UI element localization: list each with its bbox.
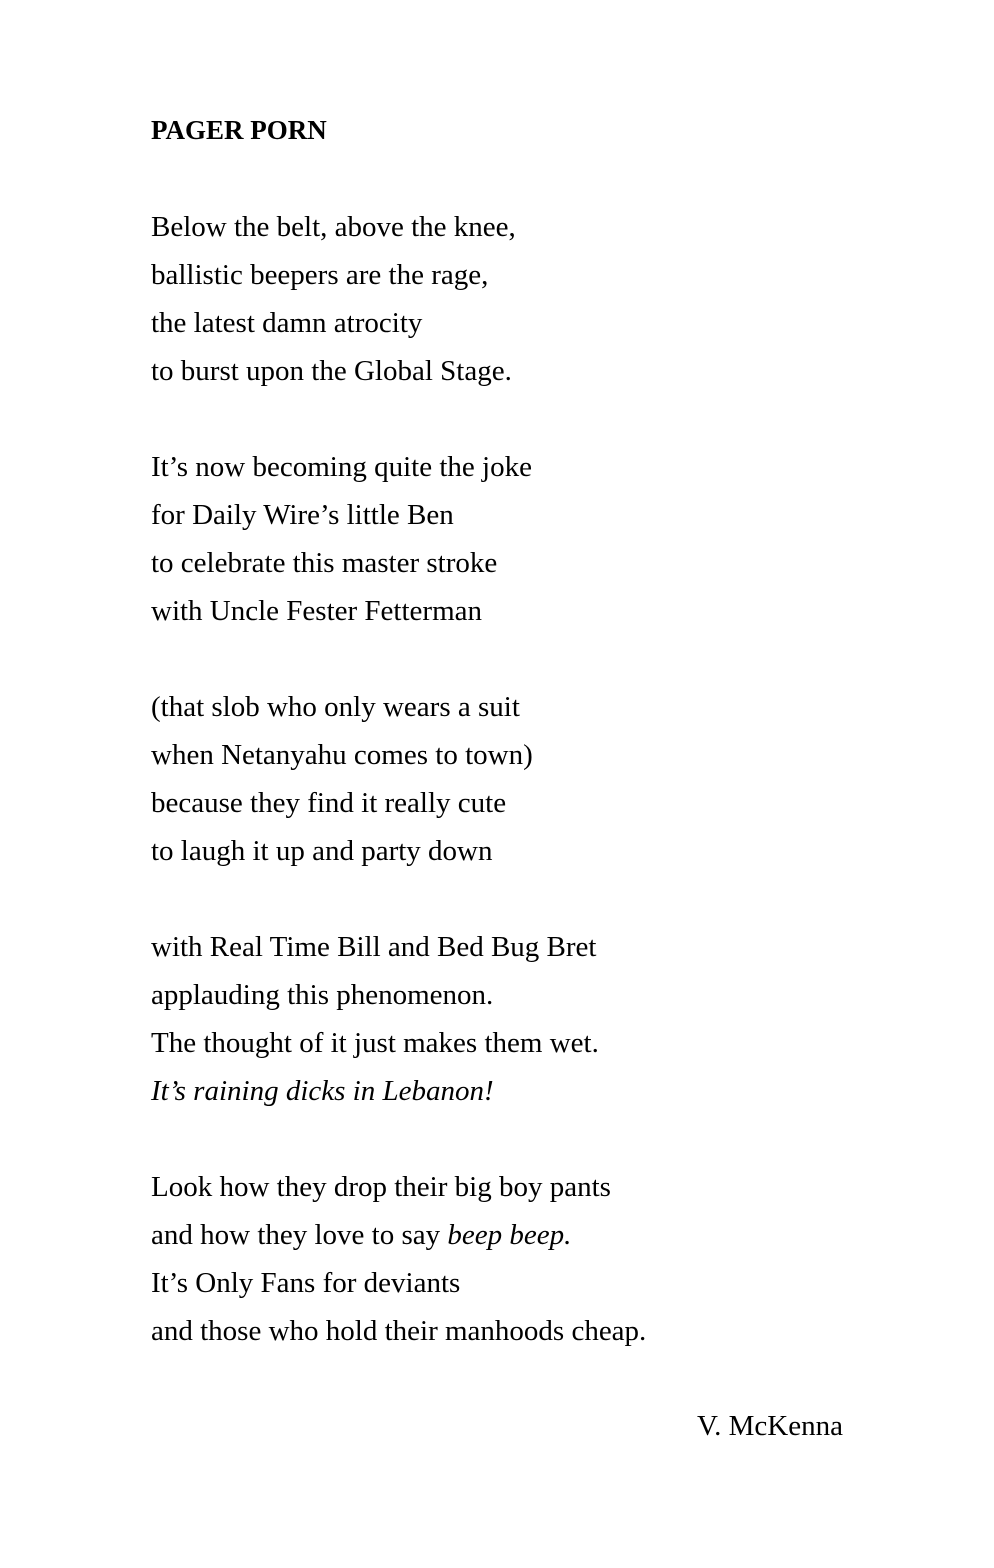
poem-line [151, 731, 851, 779]
line-text: Look how they drop their big boy pants [151, 1171, 611, 1203]
line-text: The thought of it just makes them wet. [151, 1027, 599, 1059]
stanza [151, 683, 851, 875]
line-text: the latest damn atrocity [151, 307, 423, 339]
line-text: Below the belt, above the knee, [151, 211, 516, 243]
line-text: (that slob who only wears a suit [151, 691, 520, 723]
poem-line [151, 1163, 851, 1211]
poem-line [151, 827, 851, 875]
line-text: It’s now becoming quite the joke [151, 451, 532, 483]
author-signature: V. McKenna [696, 1410, 843, 1442]
italic-text: beep beep. [447, 1219, 572, 1251]
poem-line [151, 491, 851, 539]
line-text: to celebrate this master stroke [151, 547, 498, 579]
line-text: It’s Only Fans for deviants [151, 1267, 461, 1299]
poem-line [151, 203, 851, 251]
line-text: to laugh it up and party down [151, 835, 493, 867]
poem [151, 106, 851, 1403]
stanza [151, 443, 851, 635]
line-text: for Daily Wire’s little Ben [151, 499, 454, 531]
line-text: and those who hold their manhoods cheap. [151, 1315, 647, 1347]
poem-line [151, 971, 851, 1019]
stanza [151, 1163, 851, 1355]
poem-line [151, 347, 851, 395]
poem-line [151, 587, 851, 635]
stanza [151, 923, 851, 1115]
poem-line [151, 299, 851, 347]
italic-text: It’s raining dicks in Lebanon! [151, 1075, 494, 1107]
poem-line [151, 539, 851, 587]
line-text: and how they love to say [151, 1219, 448, 1251]
poem-line [151, 251, 851, 299]
line-text: ballistic beepers are the rage, [151, 259, 489, 291]
poem-line [151, 1259, 851, 1307]
poem-line [151, 683, 851, 731]
poem-line [151, 923, 851, 971]
poem-title: PAGER PORN [151, 115, 327, 145]
poem-line [151, 1211, 851, 1259]
poem-line [151, 443, 851, 491]
poem-line [151, 1067, 851, 1115]
line-text: applauding this phenomenon. [151, 979, 494, 1011]
poem-body [151, 203, 851, 1355]
poem-line [151, 779, 851, 827]
line-text: with Uncle Fester Fetterman [151, 595, 482, 627]
line-text: because they find it really cute [151, 787, 507, 819]
poem-line [151, 1019, 851, 1067]
poem-line [151, 1307, 851, 1355]
line-text: to burst upon the Global Stage. [151, 355, 512, 387]
line-text: when Netanyahu comes to town) [151, 739, 533, 771]
stanza [151, 203, 851, 395]
line-text: with Real Time Bill and Bed Bug Bret [151, 931, 597, 963]
